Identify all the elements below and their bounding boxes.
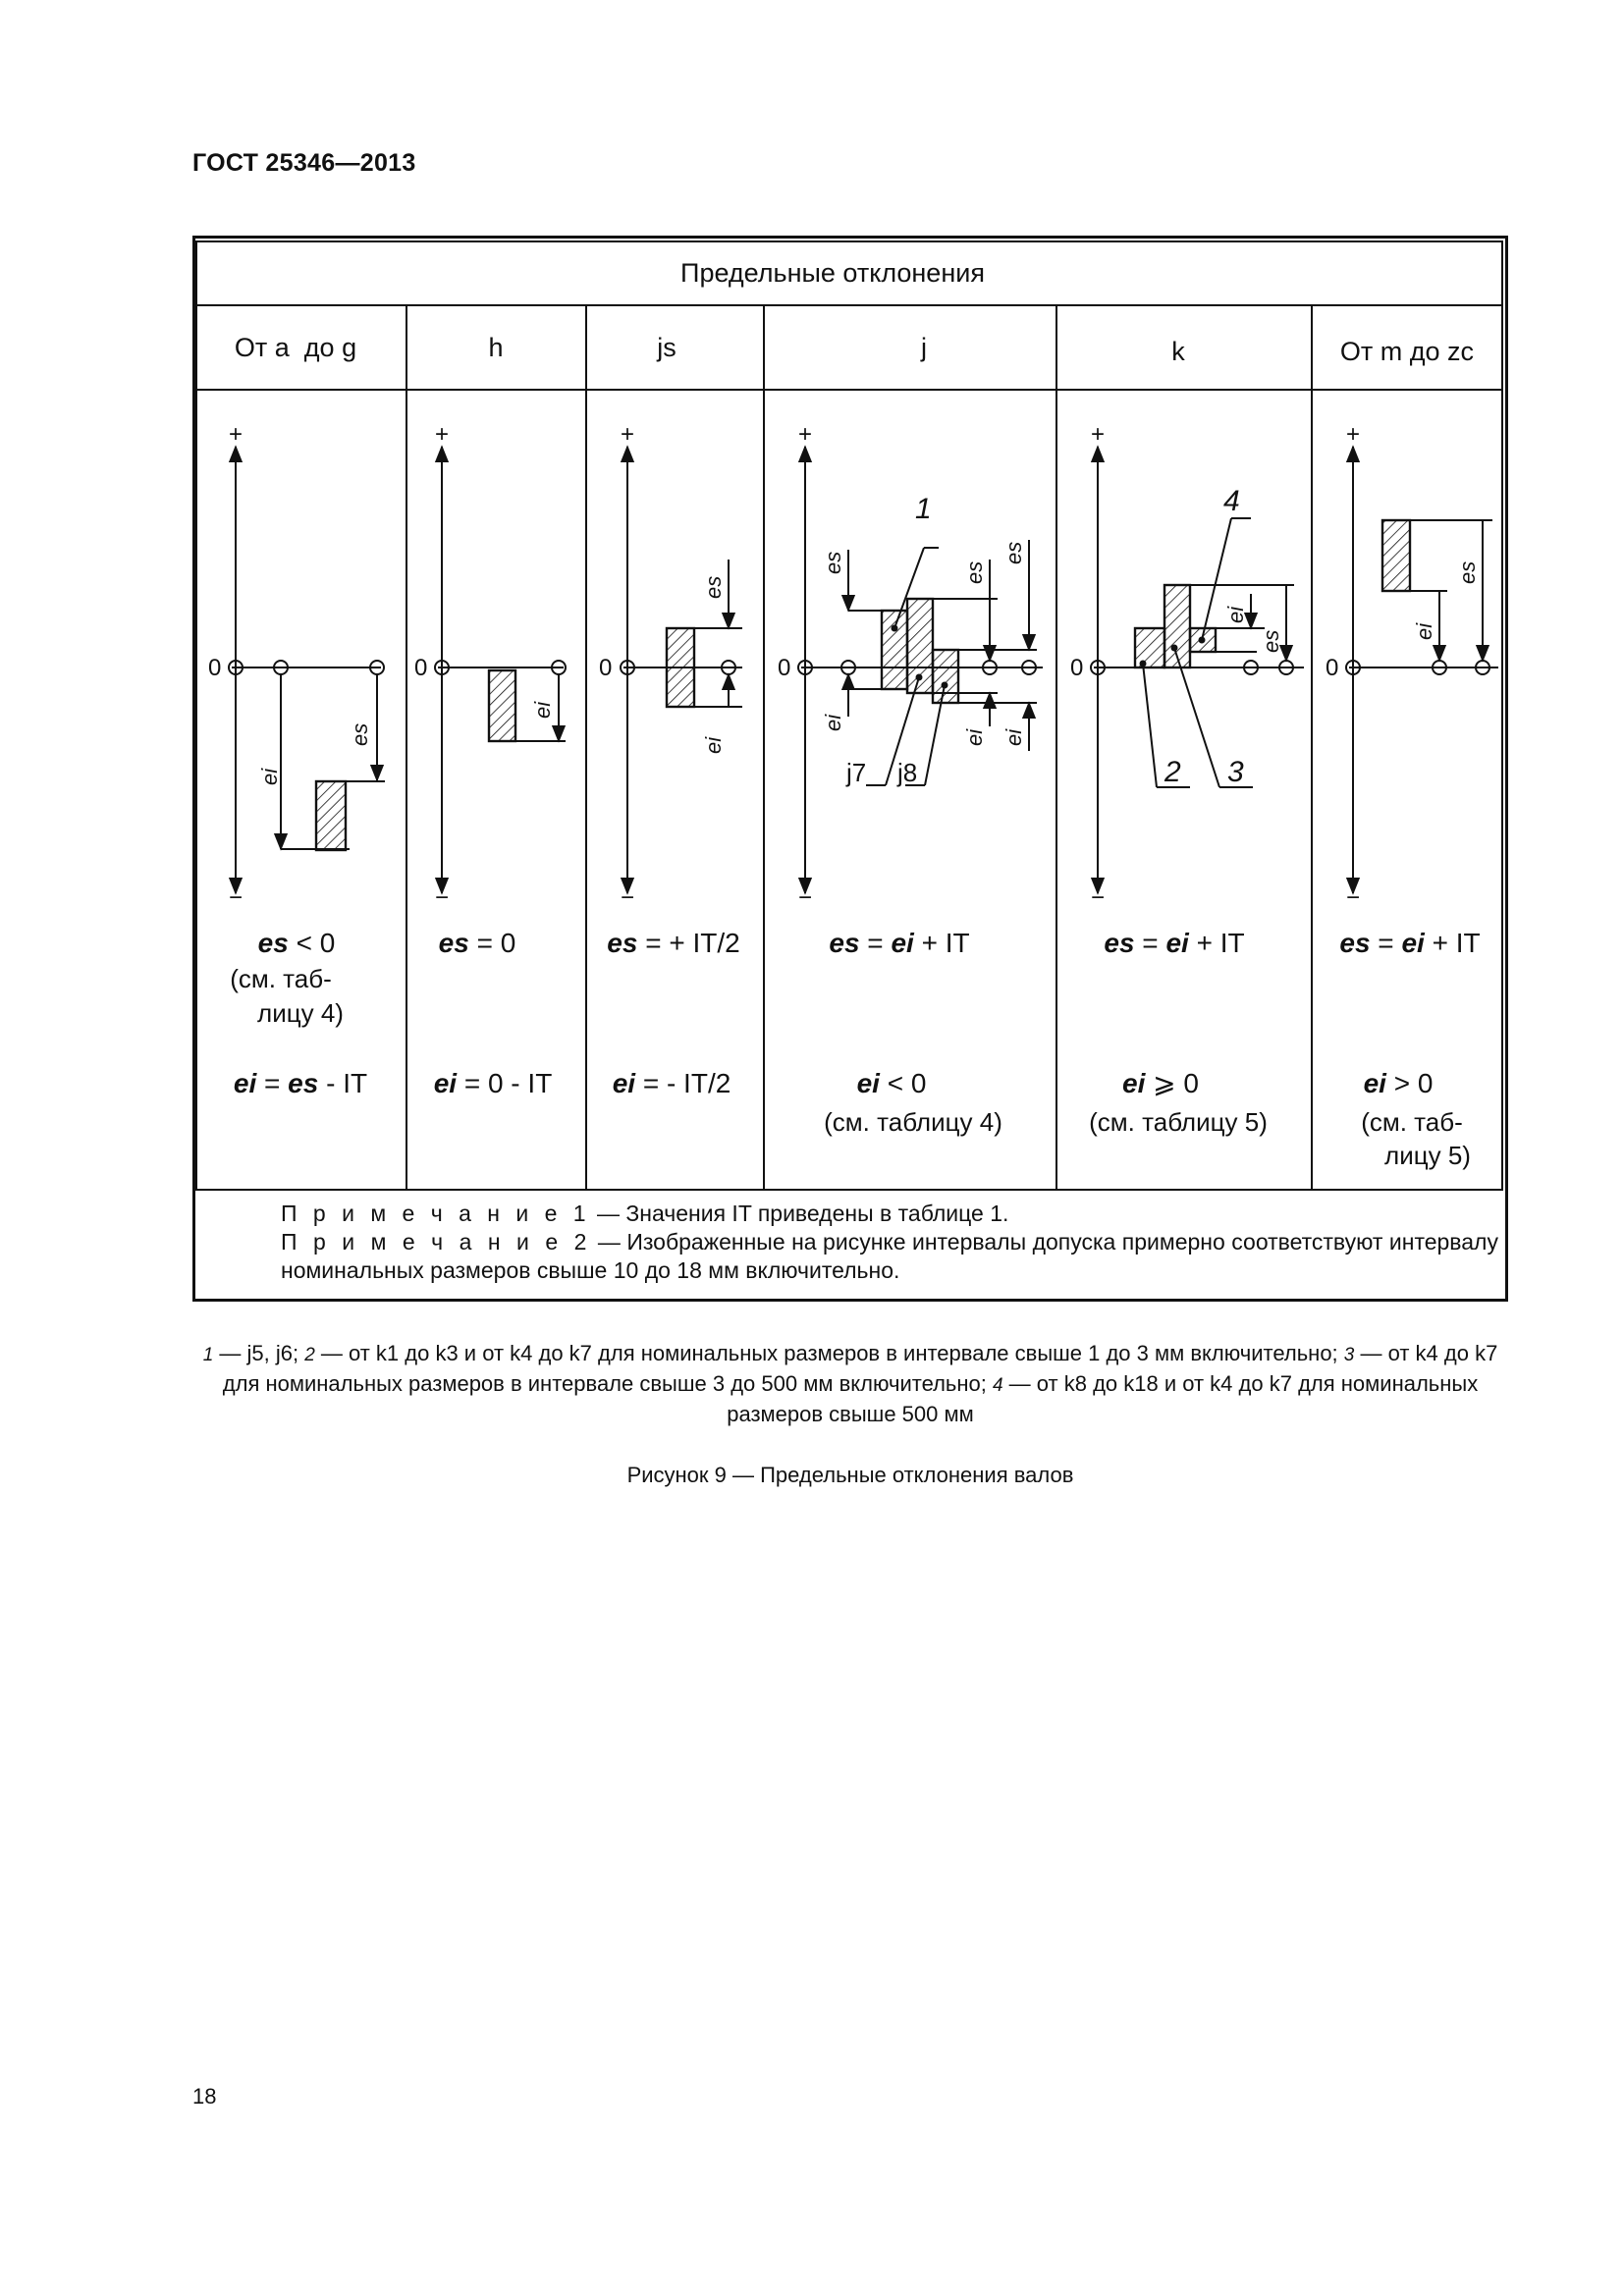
page-number: 18	[192, 2084, 217, 2109]
es-label-4a: es	[821, 551, 845, 574]
note-2-prefix: П р и м е ч а н и е 2	[281, 1229, 592, 1255]
formula-es-col1-note-1: (см. таб-	[230, 964, 332, 993]
label-3-k: 3	[1227, 756, 1244, 788]
col-header-k: k	[1171, 337, 1185, 366]
deviations-table-figure	[192, 236, 1508, 1302]
document-header: ГОСТ 25346—2013	[192, 149, 416, 177]
formula-es-col5: es = ei + IT	[1104, 928, 1245, 958]
minus-sign-2: −	[434, 884, 450, 911]
minus-sign-5: −	[1090, 884, 1106, 911]
legend-text-2: — от k1 до k3 и от k4 до k7 для номинальных размеров в интервале свыше 1 до 3 мм включительно;	[314, 1341, 1338, 1365]
zero-label-3: 0	[599, 655, 613, 681]
table-notes	[202, 1200, 1498, 1285]
note-2	[202, 1228, 1498, 1285]
formula-es-col4: es = ei + IT	[829, 928, 970, 958]
col-header-a-g: От a до g	[234, 333, 357, 362]
plus-sign-3: +	[620, 421, 635, 448]
es-label-3: es	[701, 575, 726, 599]
formula-es-col1-note-2: лицу 4)	[257, 998, 344, 1028]
ei-label-3: ei	[701, 736, 726, 754]
zero-label-6: 0	[1326, 655, 1339, 681]
es-label-6: es	[1455, 561, 1480, 584]
col-header-js: js	[657, 333, 677, 362]
diagram-h	[435, 447, 566, 893]
plus-sign-6: +	[1345, 421, 1361, 448]
label-1-j: 1	[915, 493, 932, 525]
legend-num-2: 2	[304, 1345, 315, 1365]
formula-ei-col3: ei = - IT/2	[612, 1068, 731, 1098]
ei-label-4b: ei	[962, 728, 987, 746]
formula-es-col6: es = ei + IT	[1339, 928, 1481, 958]
diagram-js	[621, 447, 742, 893]
ei-label-5: ei	[1223, 606, 1248, 623]
col-header-m-zc: От m до zc	[1339, 337, 1475, 366]
formula-ei-col4-note: (см. таблицу 4)	[824, 1107, 1002, 1137]
legend-text-1: — j5, j6;	[213, 1341, 305, 1365]
plus-sign-5: +	[1090, 421, 1106, 448]
minus-sign-4: −	[797, 884, 813, 911]
formula-ei-col5-note: (см. таблицу 5)	[1089, 1107, 1268, 1137]
es-label-4b: es	[962, 561, 987, 584]
ei-label-6: ei	[1412, 622, 1436, 640]
zero-label-4: 0	[778, 655, 791, 681]
legend-text-3: — от k4 до k7 для номинальных размеров в интервале свыше 3 до 500 мм включительно;	[222, 1341, 1498, 1396]
formula-es-col3: es = + IT/2	[607, 928, 740, 958]
note-1	[202, 1200, 1498, 1228]
formula-ei-col6-note-1: (см. таб-	[1361, 1107, 1463, 1137]
minus-sign-3: −	[620, 884, 635, 911]
plus-sign-2: +	[434, 421, 450, 448]
table-title: Предельные отклонения	[680, 258, 985, 288]
legend-text-4: — от k8 до k18 и от k4 до k7 для номинальных размеров свыше 500 мм	[727, 1371, 1479, 1426]
formula-ei-col6: ei > 0	[1363, 1068, 1434, 1098]
zero-label-5: 0	[1070, 655, 1084, 681]
formula-ei-col1: ei = es - IT	[233, 1068, 368, 1098]
ei-label-4c: ei	[1001, 728, 1026, 746]
ei-label-2: ei	[530, 701, 555, 719]
col-header-j: j	[921, 333, 927, 362]
ei-label-4a: ei	[821, 714, 845, 731]
label-j8: j8	[897, 758, 918, 787]
formula-ei-col6-note-2: лицу 5)	[1384, 1141, 1471, 1170]
note-1-text: — Значения IT приведены в таблице 1.	[590, 1201, 1009, 1226]
zero-label-2: 0	[414, 655, 428, 681]
label-2-k: 2	[1164, 756, 1181, 788]
formula-es-col1: es < 0	[257, 928, 336, 958]
minus-sign-6: −	[1345, 884, 1361, 911]
diagram-m-zc	[1346, 447, 1498, 893]
legend-num-1: 1	[202, 1345, 214, 1365]
label-4-k: 4	[1223, 485, 1240, 517]
formula-ei-col4: ei < 0	[856, 1068, 927, 1098]
col-header-h: h	[488, 333, 504, 362]
figure-caption: Рисунок 9 — Предельные отклонения валов	[626, 1463, 1074, 1487]
figure-legend	[192, 1339, 1508, 1428]
legend-num-3: 3	[1343, 1345, 1355, 1365]
diagram-k	[1091, 447, 1304, 893]
es-label-5: es	[1259, 629, 1283, 653]
plus-sign-1: +	[228, 421, 244, 448]
note-2-text: — Изображенные на рисунке интервалы допуска примерно соответствуют интервалу номинальных размеров свыше 10 до 18 мм включительно.	[281, 1229, 1498, 1283]
ei-label-1: ei	[257, 768, 282, 785]
formula-es-col2: es = 0	[438, 928, 516, 958]
label-j7: j7	[846, 758, 867, 787]
plus-sign-4: +	[797, 421, 813, 448]
legend-num-4: 4	[992, 1375, 1003, 1396]
diagram-a-g	[229, 447, 385, 893]
note-1-prefix: П р и м е ч а н и е 1	[281, 1201, 591, 1226]
es-label-4c: es	[1001, 541, 1026, 564]
es-label-1: es	[348, 722, 372, 746]
formula-ei-col5: ei ⩾ 0	[1122, 1068, 1199, 1098]
formula-ei-col2: ei = 0 - IT	[433, 1068, 553, 1098]
zero-label-1: 0	[208, 655, 222, 681]
minus-sign-1: −	[228, 884, 244, 911]
